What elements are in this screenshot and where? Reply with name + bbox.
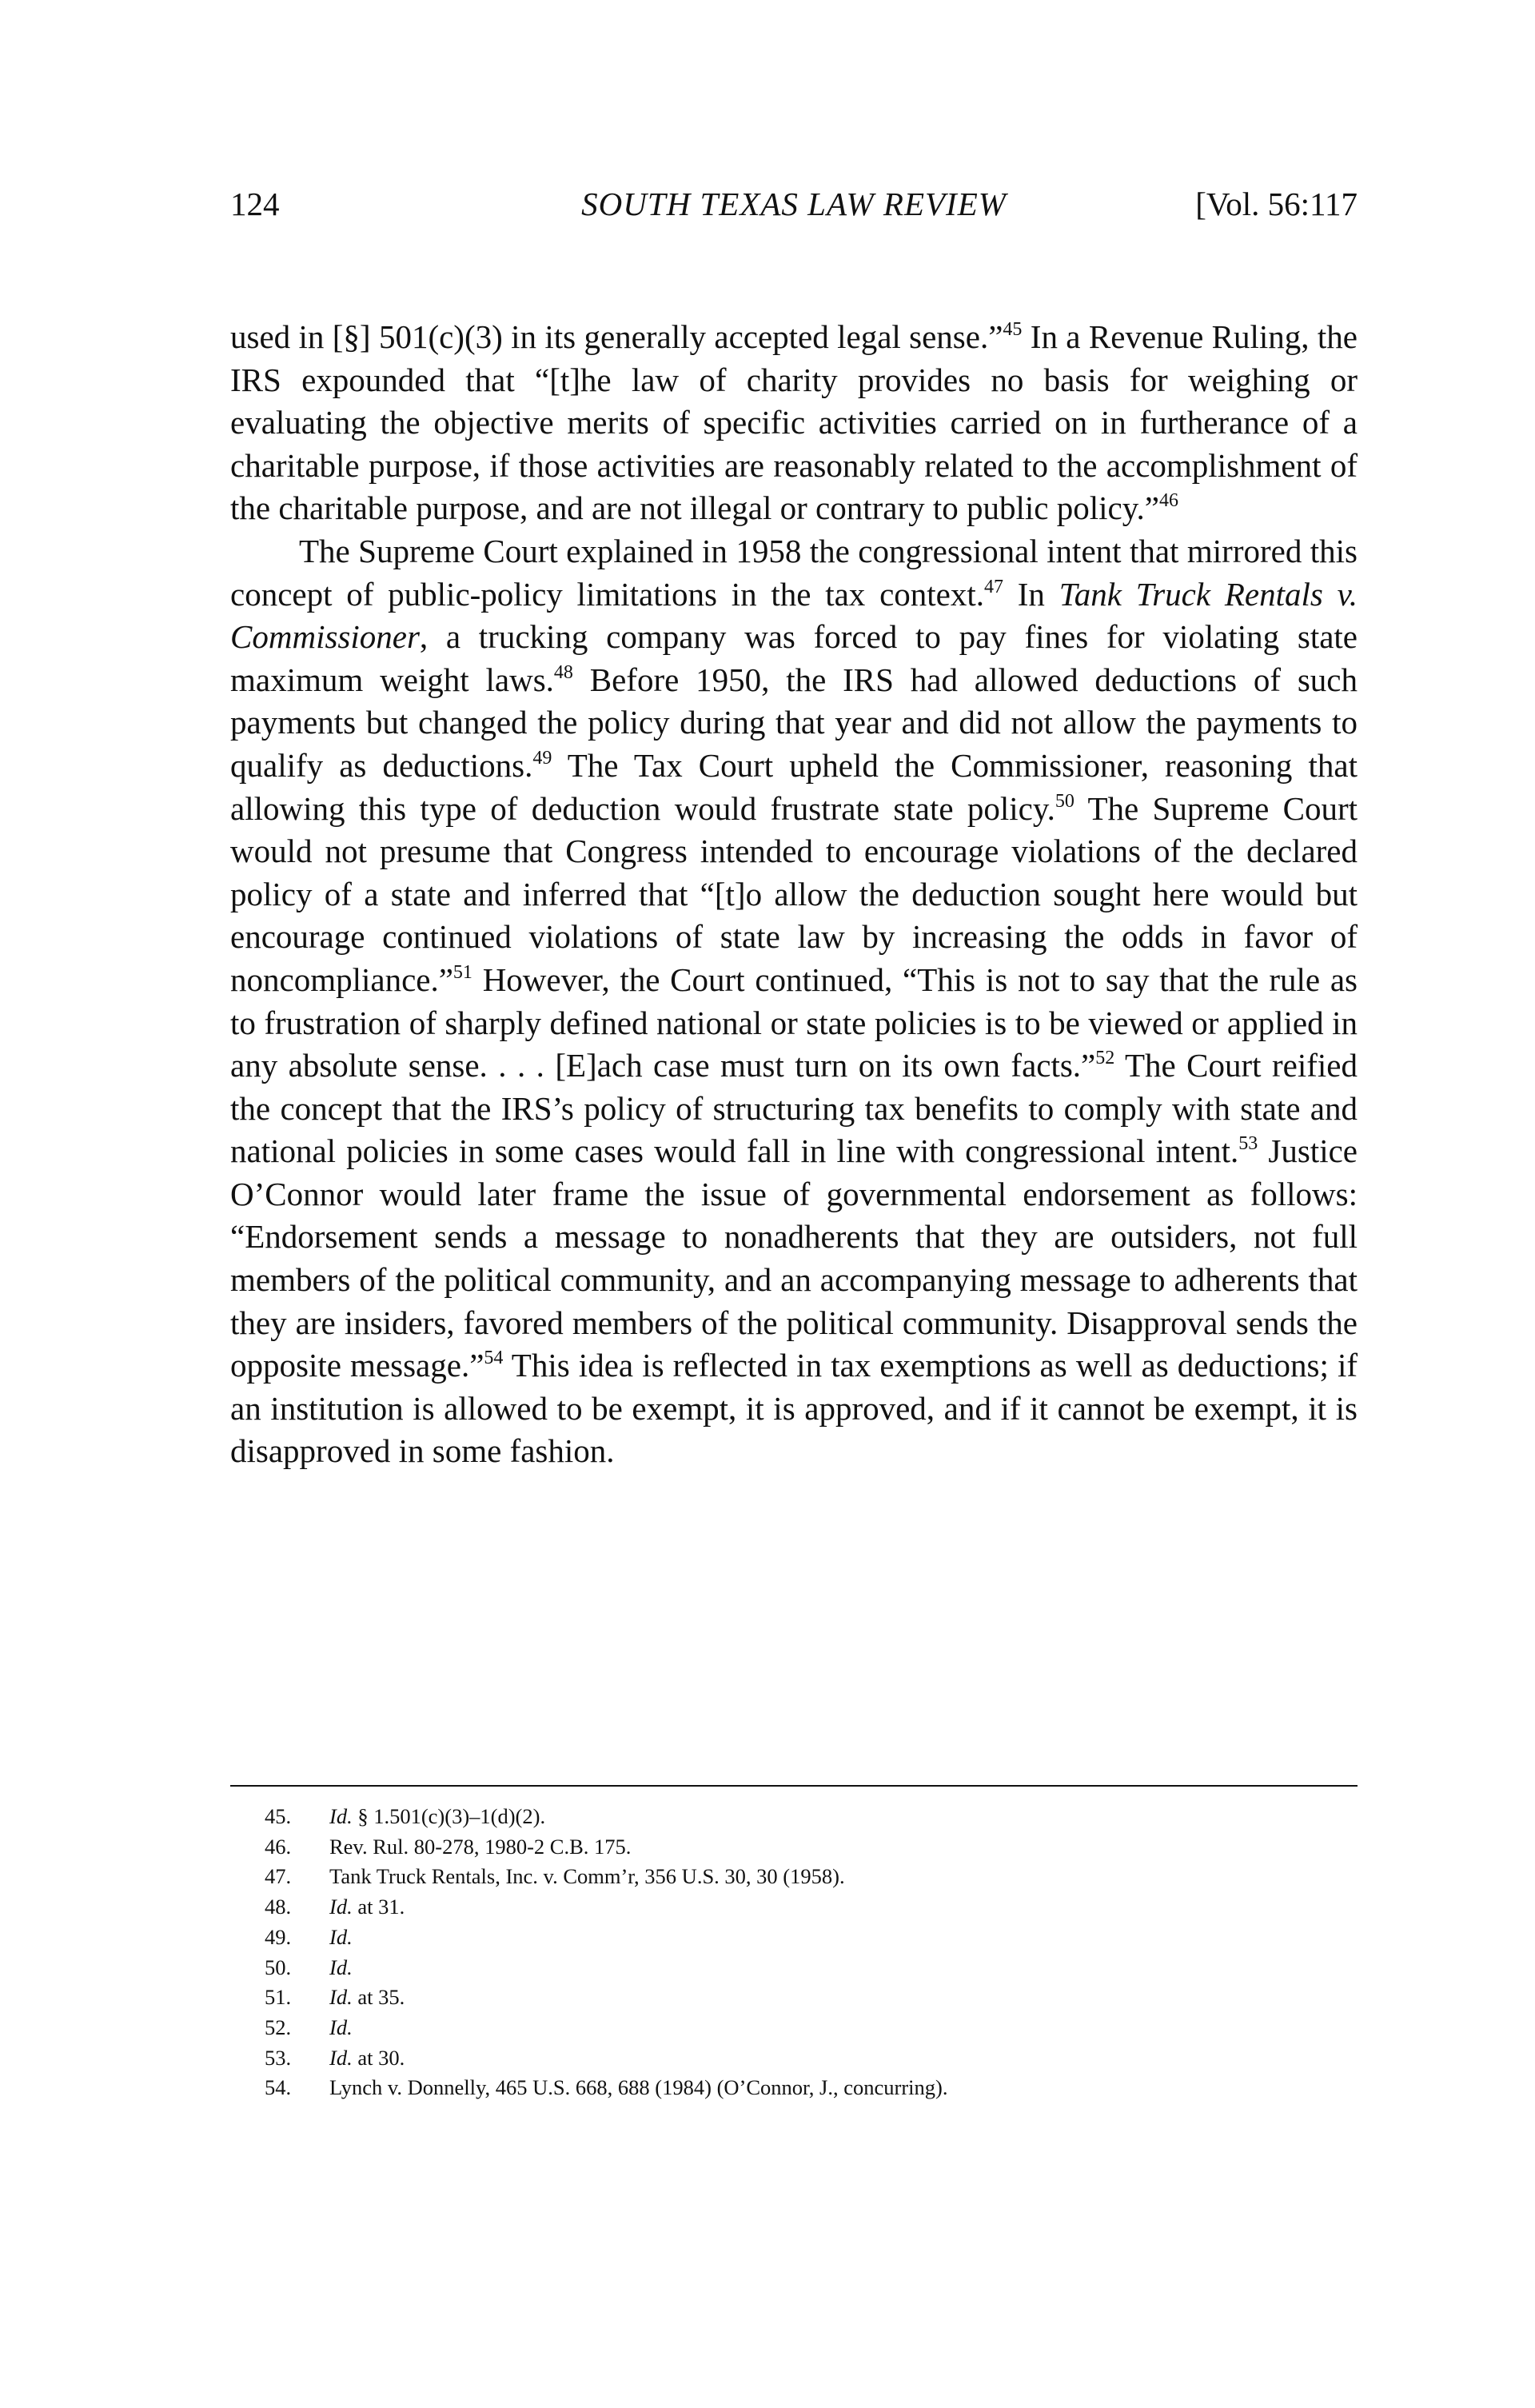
text-run: used in [§] 501(c)(3) in its generally accepted legal sense.” <box>230 318 1003 355</box>
citation: Tank Truck Rentals, Inc. v. Comm’r, 356 U.S. 30, 30 (1958). <box>329 1864 845 1889</box>
footnote-number: 47. <box>265 1864 292 1889</box>
footnote-text <box>329 1892 1358 1923</box>
footnote-46 <box>230 1832 1358 1863</box>
footnote-47 <box>230 1862 1358 1892</box>
footnote-text <box>329 1923 1358 1953</box>
text-run: Justice O’Connor would later frame the issue of governmental endorsement as follows: “Endorsement sends a message to nonadherents that they are outsiders, not full members of the political community, and an accompanying message to adherents that they are insiders, favored members of the political community. Disapproval sends the opposite message.” <box>230 1132 1358 1384</box>
journal-title: SOUTH TEXAS LAW REVIEW <box>581 186 1007 222</box>
text-run: In <box>1003 575 1059 613</box>
footnote-54 <box>230 2073 1358 2103</box>
volume-citation: [Vol. 56:117 <box>1195 186 1358 222</box>
body-text <box>230 316 1358 1473</box>
footnote-number: 51. <box>265 1985 292 2010</box>
citation: at 35. <box>352 1985 405 2010</box>
footnote-text <box>329 1983 1358 2013</box>
footnote-text <box>329 1862 1358 1892</box>
citation: § 1.501(c)(3)–1(d)(2). <box>352 1804 546 1828</box>
footnote-text <box>329 2073 1358 2103</box>
footnote-45 <box>230 1802 1358 1832</box>
footnote-text <box>329 1802 1358 1832</box>
id-signal: Id. <box>329 1895 353 1919</box>
citation: at 31. <box>352 1895 405 1919</box>
text-run: However, the Court continued, “This is not to say that the rule as to frustration of sharply defined national or state policies is to be viewed or applied in any absolute sense. . . . [E]ach case must turn on its own facts.” <box>230 960 1358 1084</box>
text-run: This idea is reflected in tax exemptions as well as deductions; if an institution is allowed to be exempt, it is approved, and if it cannot be exempt, it is disapproved in some fashion. <box>230 1347 1358 1470</box>
id-signal: Id. <box>329 2015 353 2039</box>
id-signal: Id. <box>329 1955 353 1979</box>
page-number: 124 <box>230 186 280 222</box>
footnote-number: 52. <box>265 2015 292 2039</box>
footnote-ref-54[interactable]: 54 <box>484 1348 504 1369</box>
citation: Rev. Rul. 80-278, 1980-2 C.B. 175. <box>329 1834 632 1859</box>
footnote-51 <box>230 1983 1358 2013</box>
footnote-number: 49. <box>265 1924 292 1949</box>
footnote-53 <box>230 2043 1358 2074</box>
paragraph-2 <box>230 530 1358 1473</box>
footnote-49 <box>230 1923 1358 1953</box>
footnotes <box>230 1802 1358 2103</box>
id-signal: Id. <box>329 1804 353 1828</box>
footnote-number: 45. <box>265 1804 292 1828</box>
footnote-ref-50[interactable]: 50 <box>1055 790 1074 812</box>
citation: Lynch v. Donnelly, 465 U.S. 668, 688 (1984) (O’Connor, J., concurring). <box>329 2075 948 2100</box>
running-header <box>230 180 1358 228</box>
footnote-number: 54. <box>265 2075 292 2100</box>
footnote-text <box>329 2043 1358 2074</box>
footnote-text <box>329 1832 1358 1863</box>
footnote-ref-52[interactable]: 52 <box>1095 1048 1115 1069</box>
citation: at 30. <box>352 2045 405 2070</box>
text-run: The Tax Court upheld the Commissioner, reasoning that allowing this type of deduction would frustrate state policy. <box>230 746 1358 827</box>
footnote-number: 46. <box>265 1834 292 1859</box>
text-run: The Supreme Court explained in 1958 the congressional intent that mirrored this concept of public-policy limitations in the tax context. <box>230 532 1358 613</box>
footnote-divider <box>230 1785 1358 1787</box>
footnote-number: 50. <box>265 1955 292 1979</box>
id-signal: Id. <box>329 1924 353 1949</box>
footnote-text <box>329 1953 1358 1983</box>
footnote-52 <box>230 2013 1358 2043</box>
text-run: The Supreme Court would not presume that Congress intended to encourage violations of the declared policy of a state and inferred that “[t]o allow the deduction sought here would but encourage continued violations of state law by increasing the odds in favor of noncompliance.” <box>230 789 1358 998</box>
footnote-50 <box>230 1953 1358 1983</box>
id-signal: Id. <box>329 1985 353 2010</box>
text-run: Before 1950, the IRS had allowed deductions of such payments but changed the policy during that year and did not allow the payments to qualify as deductions. <box>230 661 1358 784</box>
text-run: The Court reified the concept that the IRS’s policy of structuring tax benefits to comply with state and national policies in some cases would fall in line with congressional intent. <box>230 1047 1358 1170</box>
footnote-text <box>329 2013 1358 2043</box>
text-run: , a trucking company was forced to pay fines for violating state maximum weight laws. <box>230 618 1358 698</box>
footnote-ref-48[interactable]: 48 <box>553 661 573 683</box>
footnote-48 <box>230 1892 1358 1923</box>
footnote-number: 53. <box>265 2045 292 2070</box>
footnote-ref-51[interactable]: 51 <box>453 961 472 983</box>
footnote-ref-46[interactable]: 46 <box>1159 490 1178 512</box>
footnote-ref-45[interactable]: 45 <box>1003 319 1023 340</box>
footnote-ref-47[interactable]: 47 <box>984 576 1003 597</box>
footnote-number: 48. <box>265 1895 292 1919</box>
footnote-ref-53[interactable]: 53 <box>1238 1133 1258 1155</box>
text-run: In a Revenue Ruling, the IRS expounded that “[t]he law of charity provides no basis for weighing or evaluating the objective merits of specific activities carried on in furtherance of a charitable purpose, if those activities are reasonably related to the accomplishment of the charitable purpose, and are not illegal or contrary to public policy.” <box>230 318 1358 527</box>
id-signal: Id. <box>329 2045 353 2070</box>
paragraph-1 <box>230 316 1358 530</box>
case-name: Tank Truck Rentals v. Commissioner <box>230 575 1358 656</box>
footnote-ref-49[interactable]: 49 <box>532 747 552 769</box>
